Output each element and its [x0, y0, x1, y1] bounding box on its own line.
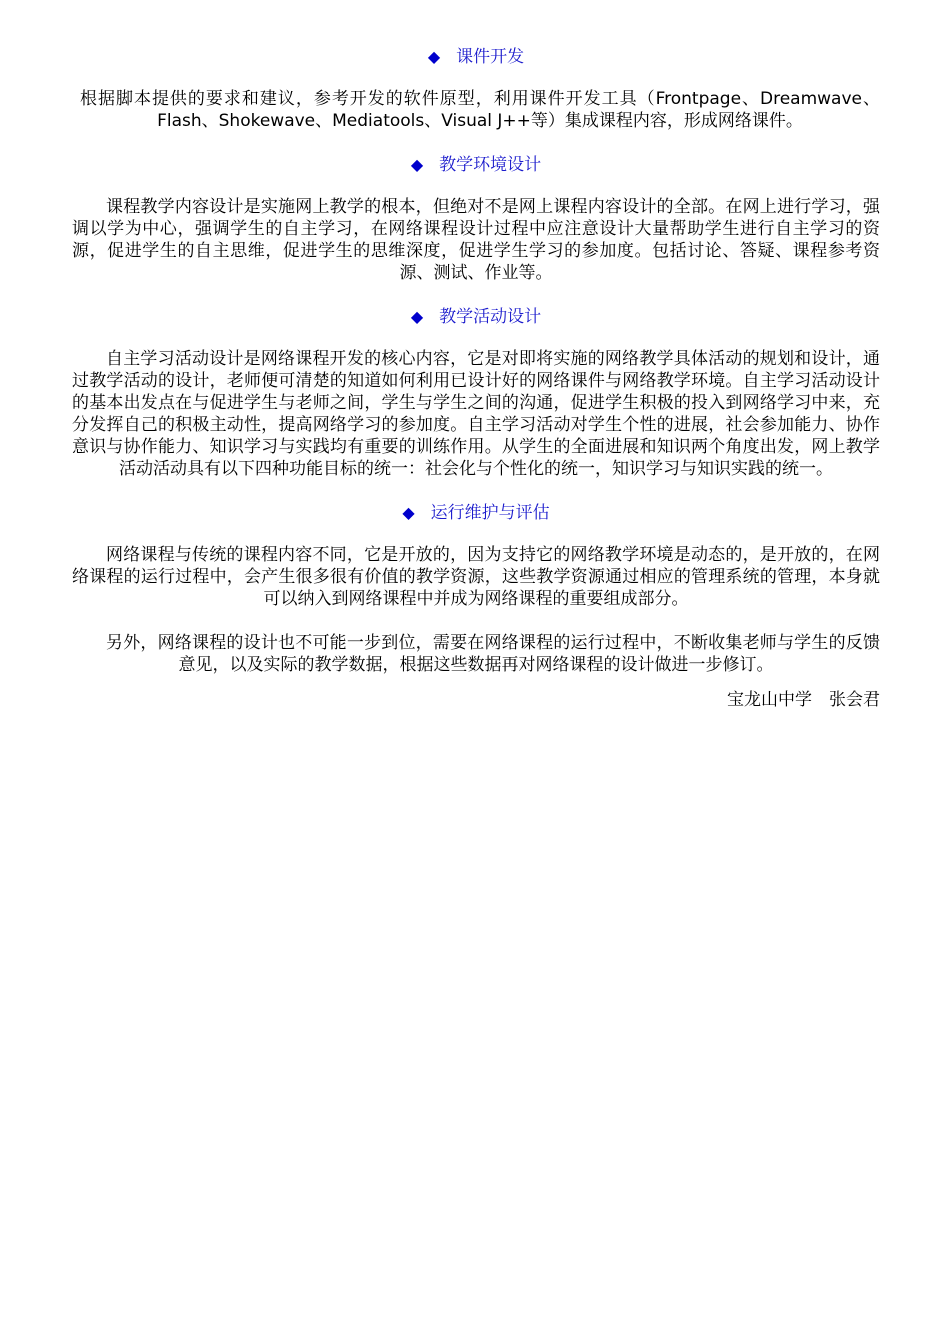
section-paragraph-courseware-dev: 根据脚本提供的要求和建议，参考开发的软件原型，利用课件开发工具（Frontpage、Dreamwave、Flash、Shokewave、Mediatools、Visual J++等）集成课程内容，形成网络课件。 — [80, 89, 880, 131]
diamond-bullet-icon: ◆ — [410, 307, 424, 326]
section-heading-courseware-dev — [72, 44, 880, 70]
section-paragraph-teaching-environment: 课程教学内容设计是实施网上教学的根本，但绝对不是网上课程内容设计的全部。在网上进行学习，强调以学为中心，强调学生的自主学习，在网络课程设计过程中应注意设计大量帮助学生进行自主学习的资源，促进学生的自主思维，促进学生的思维深度，促进学生学习的参加度。包括讨论、答疑、课程参考资源、测试、作业等。 — [72, 197, 880, 283]
section-heading-text: 运行维护与评估 — [430, 503, 550, 523]
section-paragraph-operation-maintenance: 网络课程与传统的课程内容不同，它是开放的，因为支持它的网络教学环境是动态的，是开放的，在网络课程的运行过程中，会产生很多很有价值的教学资源，这些教学资源通过相应的管理系统的管理，本身就可以纳入到网络课程中并成为网络课程的重要组成部分。 — [72, 545, 880, 609]
closing-paragraph: 另外，网络课程的设计也不可能一步到位，需要在网络课程的运行过程中，不断收集老师与学生的反馈意见，以及实际的教学数据，根据这些数据再对网络课程的设计做进一步修订。 — [106, 633, 880, 675]
section-heading-operation-maintenance — [72, 500, 880, 526]
section-heading-teaching-environment — [72, 152, 880, 178]
diamond-bullet-icon: ◆ — [402, 503, 415, 522]
section-heading-text: 教学活动设计 — [439, 307, 542, 327]
section-paragraph-teaching-activity: 自主学习活动设计是网络课程开发的核心内容，它是对即将实施的网络教学具体活动的规划和设计，通过教学活动的设计，老师便可清楚的知道如何利用已设计好的网络课件与网络教学环境。自主学习活动设计的基本出发点在与促进学生与老师之间，学生与学生之间的沟通，促进学生积极的投入到网络学习中来，充分发挥自己的积极主动性，提高网络学习的参加度。自主学习活动对学生个性的进展，社会参加能力、协作意识与协作能力、知识学习与实践均有重要的训练作用。从学生的全面进展和知识两个角度出发，网上教学活动活动具有以下四种功能目标的统一：社会化与个性化的统一，知识学习与知识实践的统一。 — [72, 349, 880, 479]
signature: 宝龙山中学 张会君 — [727, 690, 880, 710]
section-heading-teaching-activity — [72, 304, 880, 330]
document-page — [72, 42, 880, 712]
diamond-bullet-icon: ◆ — [410, 155, 424, 174]
diamond-bullet-icon: ◆ — [427, 47, 441, 66]
section-heading-text: 教学环境设计 — [439, 155, 542, 175]
section-heading-text: 课件开发 — [456, 47, 525, 67]
